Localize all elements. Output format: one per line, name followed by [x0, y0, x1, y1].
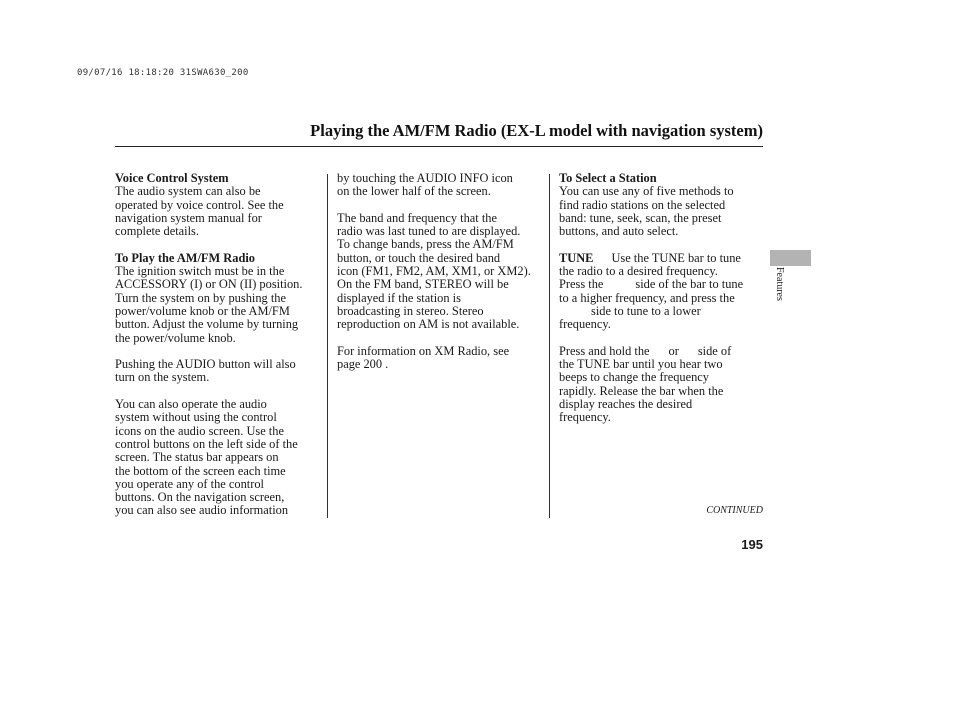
text-line: the TUNE bar until you hear two: [559, 357, 723, 372]
text-line: button, or touch the desired band: [337, 250, 501, 265]
text-line: side of the bar to tune: [635, 277, 744, 292]
text-line: navigation system manual for: [115, 210, 262, 225]
text-line: Pushing the AUDIO button will also: [115, 357, 296, 372]
text-line: control buttons on the left side of the: [115, 436, 298, 451]
text-line: You can also operate the audio: [115, 397, 267, 412]
text-line: turn on the system.: [115, 370, 210, 385]
continued-label: CONTINUED: [706, 505, 763, 516]
column-2: [337, 172, 547, 371]
title-rule: [115, 146, 763, 147]
text-line: the power/volume knob.: [115, 330, 236, 345]
text-line: Press and hold the: [559, 343, 650, 358]
text-line: displayed if the station is: [337, 290, 461, 305]
text-line: Use the TUNE bar to tune: [611, 250, 741, 265]
text-line: For information on XM Radio, see: [337, 343, 510, 358]
text-line: band: tune, seek, scan, the preset: [559, 210, 722, 225]
press-hold-line: [559, 345, 764, 358]
paragraph-gap: [559, 238, 764, 251]
text-line: complete details.: [115, 224, 199, 239]
tune-press-line: [559, 278, 764, 291]
text-line: button. Adjust the volume by turning: [115, 317, 299, 332]
text-line: frequency.: [559, 410, 611, 425]
page-reference-link[interactable]: page 200 .: [337, 357, 389, 372]
print-stamp: 09/07/16 18:18:20 31SWA630_200: [77, 68, 249, 78]
text-line: on the lower half of the screen.: [337, 184, 491, 199]
page-number: 195: [741, 537, 763, 552]
text-line: The audio system can also be: [115, 184, 261, 199]
column-3: [559, 172, 764, 425]
section-label: Features: [774, 267, 785, 301]
paragraph-gap: [559, 332, 764, 345]
text-line: radio was last tuned to are displayed.: [337, 224, 521, 239]
text-line: screen. The status bar appears on: [115, 450, 279, 465]
text-line: buttons. On the navigation screen,: [115, 490, 285, 505]
column-divider: [327, 174, 328, 518]
paragraph-gap: [337, 332, 547, 345]
paragraph-gap: [115, 385, 325, 398]
text-line: the radio to a desired frequency.: [559, 264, 718, 279]
text-line: The ignition switch must be in the: [115, 264, 285, 279]
text-line: icon (FM1, FM2, AM, XM1, or XM2).: [337, 264, 531, 279]
text-line: you can also see audio information: [115, 503, 289, 518]
paragraph-gap: [115, 345, 325, 358]
heading-voice-control: Voice Control System: [115, 171, 229, 185]
paragraph-gap: [337, 199, 547, 212]
text-line: display reaches the desired: [559, 397, 693, 412]
text-line: ACCESSORY (I) or ON (II) position.: [115, 277, 303, 292]
text-line: the bottom of the screen each time: [115, 463, 286, 478]
text-line: beeps to change the frequency: [559, 370, 709, 385]
text-line: or: [668, 343, 679, 358]
text-line: Press the: [559, 277, 604, 292]
text-line: you operate any of the control: [115, 476, 264, 491]
text-line: On the FM band, STEREO will be: [337, 277, 509, 292]
text-line: Turn the system on by pushing the: [115, 290, 286, 305]
text-line: system without using the control: [115, 410, 277, 425]
text-line: icons on the audio screen. Use the: [115, 423, 284, 438]
tune-lower-line: [559, 305, 764, 318]
text-line: to a higher frequency, and press the: [559, 290, 735, 305]
text-line: rapidly. Release the bar when the: [559, 383, 724, 398]
tune-label: TUNE: [559, 250, 594, 265]
text-line: frequency.: [559, 317, 611, 332]
text-line: reproduction on AM is not available.: [337, 317, 520, 332]
heading-select-station: To Select a Station: [559, 171, 657, 185]
column-1: [115, 172, 325, 518]
text-line: power/volume knob or the AM/FM: [115, 303, 290, 318]
text-line: side to tune to a lower: [591, 303, 701, 318]
heading-play-radio: To Play the AM/FM Radio: [115, 250, 255, 265]
section-tab: [770, 250, 811, 266]
tune-intro-line: [559, 252, 764, 265]
text-line: To change bands, press the AM/FM: [337, 237, 514, 252]
paragraph-gap: [115, 238, 325, 251]
text-line: You can use any of five methods to: [559, 184, 734, 199]
text-line: broadcasting in stereo. Stereo: [337, 303, 484, 318]
text-line: find radio stations on the selected: [559, 197, 726, 212]
text-line: side of: [697, 343, 732, 358]
text-line: by touching the AUDIO INFO icon: [337, 171, 513, 185]
page-title: Playing the AM/FM Radio (EX-L model with navigation system): [310, 121, 763, 140]
text-line: buttons, and auto select.: [559, 224, 679, 239]
column-divider: [549, 174, 550, 518]
text-line: operated by voice control. See the: [115, 197, 284, 212]
text-line: The band and frequency that the: [337, 210, 497, 225]
